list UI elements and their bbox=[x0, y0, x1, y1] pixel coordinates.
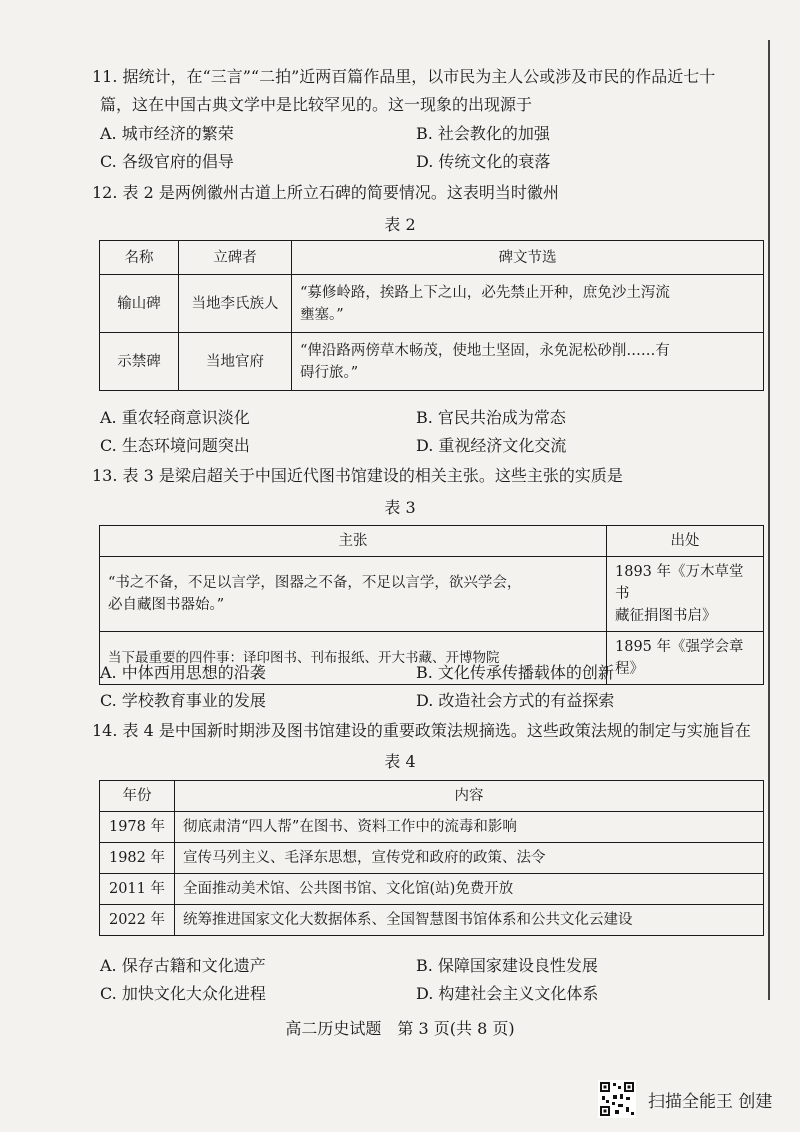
q14-option-b: B. 保障国家建设良性发展 bbox=[416, 956, 598, 975]
q12-row1-text bbox=[292, 275, 764, 333]
q12-header-text: 碑文节选 bbox=[292, 241, 764, 275]
table-row bbox=[100, 557, 764, 632]
q12-row2-name: 示禁碑 bbox=[100, 333, 179, 391]
q13-row1-claim bbox=[100, 557, 607, 632]
q12-stem: 12. 表 2 是两例徽州古道上所立石碑的简要情况。这表明当时徽州 bbox=[92, 183, 559, 202]
q13-row1-source bbox=[607, 557, 764, 632]
q11-option-b: B. 社会教化的加强 bbox=[416, 124, 550, 143]
q13-row2-source: 1895 年《强学会章程》 bbox=[607, 632, 764, 685]
q12-table bbox=[99, 240, 764, 391]
qr-code-icon bbox=[598, 1080, 636, 1118]
q12-header-author: 立碑者 bbox=[179, 241, 292, 275]
q14-row3-content: 全面推动美术馆、公共图书馆、文化馆(站)免费开放 bbox=[175, 874, 764, 905]
q14-option-a: A. 保存古籍和文化遗产 bbox=[100, 956, 266, 975]
q13-header-claim: 主张 bbox=[100, 526, 607, 557]
q13-table-caption: 表 3 bbox=[384, 498, 416, 517]
q12-row2-author: 当地官府 bbox=[179, 333, 292, 391]
q12-row2-text-line2: 碍行旅。” bbox=[300, 364, 359, 381]
q14-row4-content: 统筹推进国家文化大数据体系、全国智慧图书馆体系和公共文化云建设 bbox=[175, 905, 764, 936]
q13-row1-source-line2: 藏征捐图书启》 bbox=[615, 608, 717, 624]
table-row bbox=[100, 874, 764, 905]
q14-header-year: 年份 bbox=[100, 781, 175, 812]
q13-row1-claim-line1: “书之不备，不足以言学，图器之不备，不足以言学，欲兴学会， bbox=[108, 575, 522, 591]
q12-table-caption: 表 2 bbox=[384, 215, 416, 234]
margin-rule bbox=[768, 40, 770, 1000]
q13-option-b: B. 文化传承传播载体的创新 bbox=[416, 663, 614, 682]
table-row bbox=[100, 905, 764, 936]
q13-header-source: 出处 bbox=[607, 526, 764, 557]
q12-option-a: A. 重农轻商意识淡化 bbox=[100, 408, 250, 427]
q12-row2-text-line1: “俾沿路两傍草木畅茂，使地土坚固，永免泥松砂削……有 bbox=[300, 342, 670, 359]
q11-option-c: C. 各级官府的倡导 bbox=[100, 152, 234, 171]
table-row bbox=[100, 843, 764, 874]
q14-row1-content: 彻底肃清“四人帮”在图书、资料工作中的流毒和影响 bbox=[175, 812, 764, 843]
q14-row2-year: 1982 年 bbox=[100, 843, 175, 874]
q12-option-c: C. 生态环境问题突出 bbox=[100, 436, 250, 455]
q13-option-a: A. 中体西用思想的沿袭 bbox=[100, 663, 266, 682]
scanner-watermark: 扫描全能王 创建 bbox=[648, 1092, 773, 1112]
q14-row3-year: 2011 年 bbox=[100, 874, 175, 905]
q12-row1-name: 输山碑 bbox=[100, 275, 179, 333]
q14-row4-year: 2022 年 bbox=[100, 905, 175, 936]
q11-option-d: D. 传统文化的衰落 bbox=[416, 152, 551, 171]
q12-option-b: B. 官民共治成为常态 bbox=[416, 408, 566, 427]
q14-option-c: C. 加快文化大众化进程 bbox=[100, 984, 266, 1003]
q13-row2-claim: 当下最重要的四件事：译印图书、刊布报纸、开大书藏、开博物院 bbox=[100, 632, 607, 685]
q13-stem: 13. 表 3 是梁启超关于中国近代图书馆建设的相关主张。这些主张的实质是 bbox=[92, 466, 623, 485]
q14-row1-year: 1978 年 bbox=[100, 812, 175, 843]
table-row bbox=[100, 812, 764, 843]
q11-stem-line1: 11. 据统计，在“三言”“二拍”近两百篇作品里，以市民为主人公或涉及市民的作品近七十 bbox=[92, 67, 716, 86]
q11-option-a: A. 城市经济的繁荣 bbox=[100, 124, 234, 143]
q13-option-d: D. 改造社会方式的有益探索 bbox=[416, 691, 615, 710]
q11-stem-line2: 篇，这在中国古典文学中是比较罕见的。这一现象的出现源于 bbox=[100, 95, 533, 114]
q12-header-name: 名称 bbox=[100, 241, 179, 275]
q14-option-d: D. 构建社会主义文化体系 bbox=[416, 984, 599, 1003]
q14-stem: 14. 表 4 是中国新时期涉及图书馆建设的重要政策法规摘选。这些政策法规的制定与实施旨在 bbox=[92, 721, 751, 740]
q13-row1-source-line1: 1893 年《万木草堂书 bbox=[615, 564, 744, 602]
q14-table-caption: 表 4 bbox=[384, 752, 416, 771]
q12-row1-text-line2: 壅塞。” bbox=[300, 306, 344, 323]
table-row bbox=[100, 275, 764, 333]
q14-row2-content: 宣传马列主义、毛泽东思想，宣传党和政府的政策、法令 bbox=[175, 843, 764, 874]
q12-row1-author: 当地李氏族人 bbox=[179, 275, 292, 333]
q14-header-content: 内容 bbox=[175, 781, 764, 812]
q12-row2-text bbox=[292, 333, 764, 391]
q12-option-d: D. 重视经济文化交流 bbox=[416, 436, 567, 455]
q12-row1-text-line1: “募修岭路，挨路上下之山，必先禁止开种，庶免沙土泻流 bbox=[300, 284, 670, 301]
q14-table bbox=[99, 780, 764, 936]
q13-option-c: C. 学校教育事业的发展 bbox=[100, 691, 266, 710]
page-footer: 高二历史试题 第 3 页(共 8 页) bbox=[285, 1019, 515, 1038]
q13-table bbox=[99, 525, 764, 685]
q13-row1-claim-line2: 必自藏图书器始。” bbox=[108, 597, 225, 613]
table-row bbox=[100, 333, 764, 391]
